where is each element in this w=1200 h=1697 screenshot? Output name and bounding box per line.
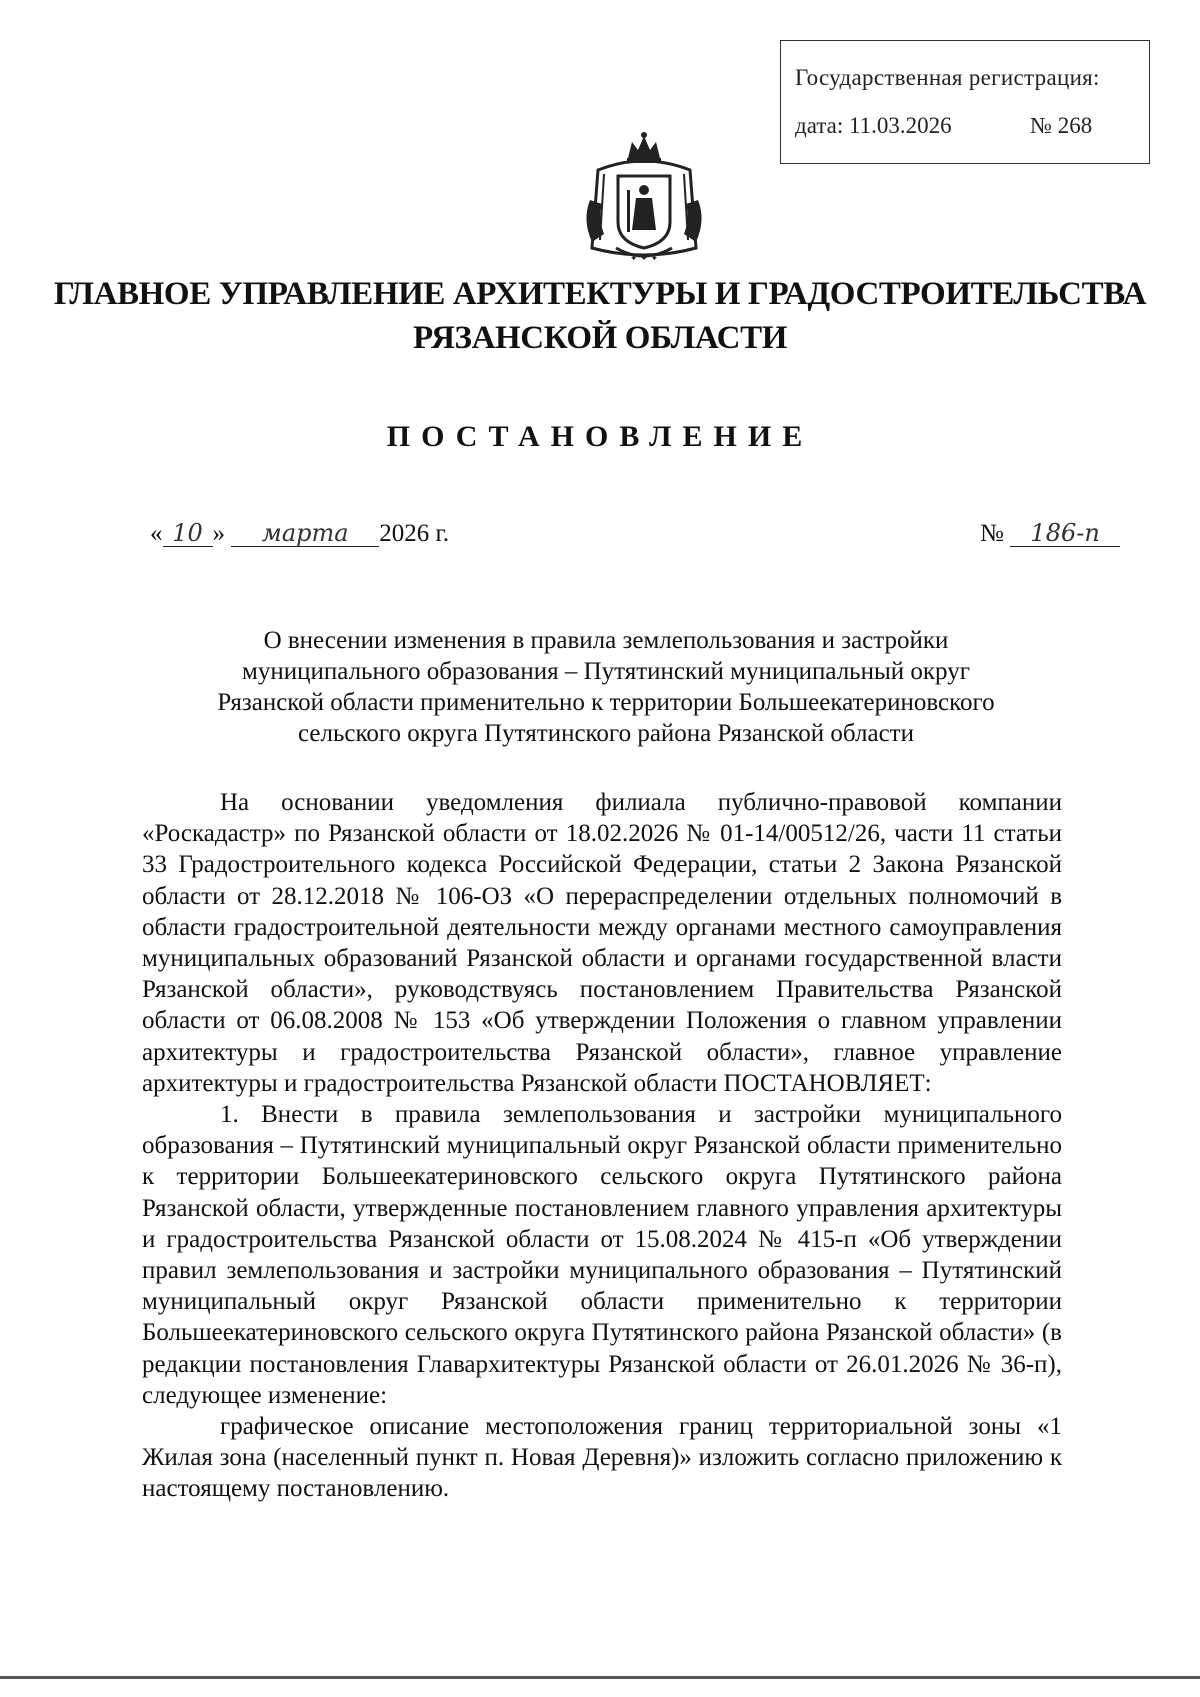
date-open-quote: «	[150, 520, 163, 547]
subject-line4: сельского округа Путятинского района Рязанской области	[297, 720, 914, 747]
registration-stamp	[780, 40, 1150, 164]
organization-name-line1: ГЛАВНОЕ УПРАВЛЕНИЕ АРХИТЕКТУРЫ И ГРАДОСТРОИТЕЛЬСТВА	[53, 276, 1147, 312]
svg-text:✦ ✦ ✦: ✦ ✦ ✦	[629, 254, 659, 264]
number-prefix: №	[980, 520, 1004, 547]
date-year: 2026 г.	[379, 520, 450, 547]
organization-name-line2: РЯЗАНСКОЙ ОБЛАСТИ	[413, 320, 787, 356]
document-body	[142, 787, 1062, 1505]
registration-title: Государственная регистрация:	[795, 65, 1100, 90]
registration-details	[795, 113, 1093, 139]
subject-line2: муниципального образования – Путятинский муниципальный округ	[242, 658, 970, 685]
body-paragraph-1: На основании уведомления филиала публично-правовой компании «Роскадастр» по Рязанской области от 18.02.2026 № 01-14/00512/26, части 11 статьи 33 Градостроительного кодекса Российской Федерации, статьи 2 Закона Рязанской области от 28.12.2018 № 106-ОЗ «О перераспределении отдельных полномочий в области градостроительной деятельности между органами местного самоуправления муниципальных образований Рязанской области и органами государственной власти Рязанской области», руководствуясь постановлением Правительства Рязанской области от 06.08.2008 № 153 «Об утверждении Положения о главном управлении архитектуры и градостроительства Рязанской области», главное управление архитектуры и градостроительства Рязанской области ПОСТАНОВЛЯЕТ:	[142, 789, 1062, 1097]
document-number	[980, 520, 1120, 548]
body-paragraph-3: графическое описание местоположения границ территориальной зоны «1 Жилая зона (населенный пункт п. Новая Деревня)» изложить согласно приложению к настоящему постановлению.	[142, 1413, 1062, 1503]
subject-line3: Рязанской области применительно к территории Большеекатериновского	[217, 689, 995, 716]
document-type-title: ПОСТАНОВЛЕНИЕ	[386, 420, 814, 453]
registration-date: дата: 11.03.2026	[795, 113, 952, 138]
page-bottom-rule	[0, 1676, 1200, 1679]
handwritten-month: марта	[231, 520, 379, 547]
subject-line1: О внесении изменения в правила землепользования и застройки	[263, 627, 949, 654]
body-paragraph-2: 1. Внести в правила землепользования и застройки муниципального образования – Путятинский муниципальный округ Рязанской области применительно к территории Большеекатериновского сельского округа Путятинского района Рязанской области, утвержденные постановлением главного управления архитектуры и градостроительства Рязанской области от 15.08.2024 № 415-п «Об утверждении правил землепользования и застройки муниципального образования – Путятинский муниципальный округ Рязанской области применительно к территории Большеекатериновского сельского округа Путятинского района Рязанской области» (в редакции постановления Главархитектуры Рязанской области от 26.01.2026 № 36-п), следующее изменение:	[142, 1101, 1062, 1409]
coat-of-arms-icon	[578, 130, 710, 266]
handwritten-day: 10	[163, 520, 213, 547]
handwritten-number: 186-п	[1010, 520, 1120, 547]
date-close-quote: »	[212, 520, 225, 547]
registration-number: № 268	[1030, 113, 1093, 138]
document-subject	[150, 625, 1062, 749]
document-date	[150, 520, 449, 548]
organization-name	[0, 272, 1200, 360]
